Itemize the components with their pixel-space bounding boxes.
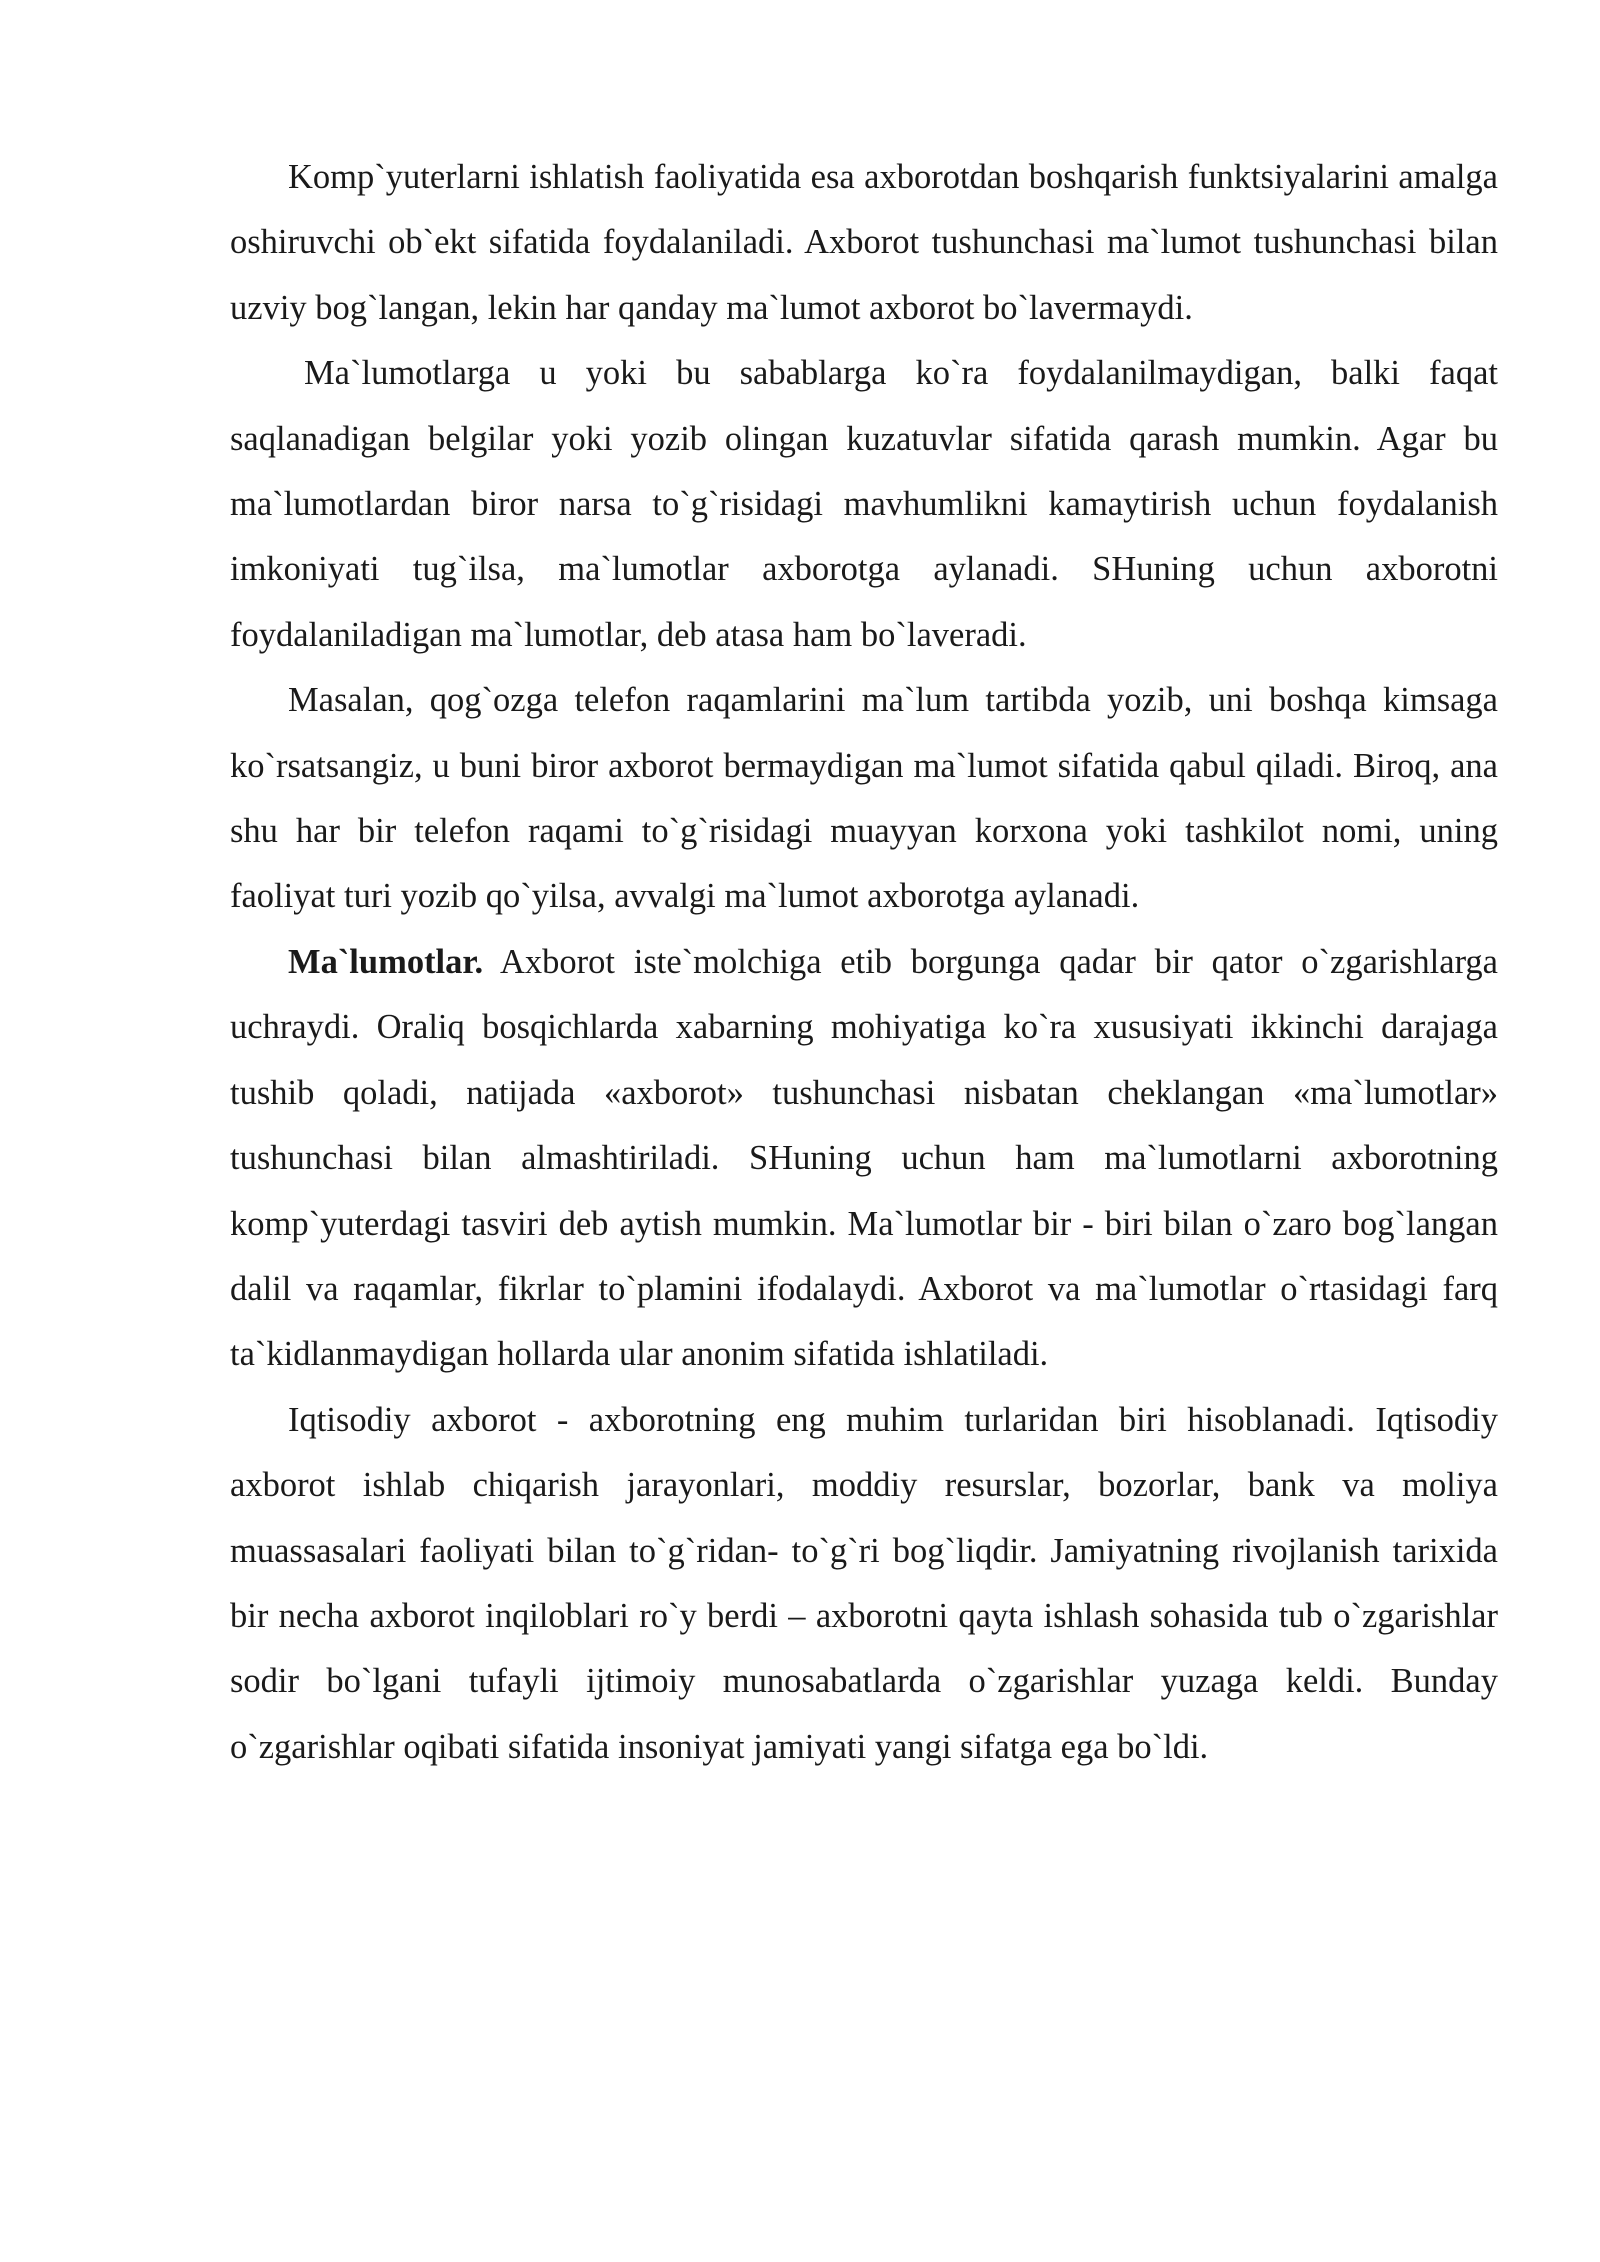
paragraph-4-lead-term: Ma`lumotlar. [288,942,484,981]
paragraph-5: Iqtisodiy axborot - axborotning eng muhim turlaridan biri hisoblanadi. Iqtisodiy axborot ishlab chiqarish jarayonlari, moddiy resurslar, bozorlar, bank va moliya muassasalari faoliyati bilan to`g`ridan- to`g`ri bog`liqdir. Jamiyatning rivojlanish tarixida bir necha axborot inqiloblari ro`y berdi – axborotni qayta ishlash sohasida tub o`zgarishlar sodir bo`lgani tufayli ijtimoiy munosabatlarda o`zgarishlar yuzaga keldi. Bunday o`zgarishlar oqibati sifatida insoniyat jamiyati yangi sifatga ega bo`ldi. [230,1400,1498,1766]
paragraph-4 [230,930,1498,1388]
paragraph-2: Ma`lumotlarga u yoki bu sabablarga ko`ra foydalanilmaydigan, balki faqat saqlanadigan belgilar yoki yozib olingan kuzatuvlar sifatida qarash mumkin. Agar bu ma`lumotlardan biror narsa to`g`risidagi mavhumlikni kamaytirish uchun foydalanish imkoniyati tug`ilsa, ma`lumotlar axborotga aylanadi. SHuning uchun axborotni foydalaniladigan ma`lumotlar, deb atasa ham bo`laveradi. [230,354,1498,654]
document-body [230,145,1498,1780]
paragraph-1: Komp`yuterlarni ishlatish faoliyatida esa axborotdan boshqarish funktsiyalarini amalga oshiruvchi ob`ekt sifatida foydalaniladi. Axborot tushunchasi ma`lumot tushunchasi bilan uzviy bog`langan, lekin har qanday ma`lumot axborot bo`lavermaydi. [230,158,1498,327]
paragraph-4-text: Axborot iste`molchiga etib borgunga qadar bir qator o`zgarishlarga uchraydi. Oraliq bosqichlarda xabarning mohiyatiga ko`ra xususiyati ikkinchi darajaga tushib qoladi, natijada «axborot» tushunchasi nisbatan cheklangan «ma`lumotlar» tushunchasi bilan almashtiriladi. SHuning uchun ham ma`lumotlarni axborotning komp`yuterdagi tasviri deb aytish mumkin. Ma`lumotlar bir - biri bilan o`zaro bog`langan dalil va raqamlar, fikrlar to`plamini ifodalaydi. Axborot va ma`lumotlar o`rtasidagi farq ta`kidlanmaydigan hollarda ular anonim sifatida ishlatiladi. [230,942,1498,1374]
paragraph-3: Masalan, qog`ozga telefon raqamlarini ma`lum tartibda yozib, uni boshqa kimsaga ko`rsatsangiz, u buni biror axborot bermaydigan ma`lumot sifatida qabul qiladi. Biroq, ana shu har bir telefon raqami to`g`risidagi muayyan korxona yoki tashkilot nomi, uning faoliyat turi yozib qo`yilsa, avvalgi ma`lumot axborotga aylanadi. [230,681,1498,916]
